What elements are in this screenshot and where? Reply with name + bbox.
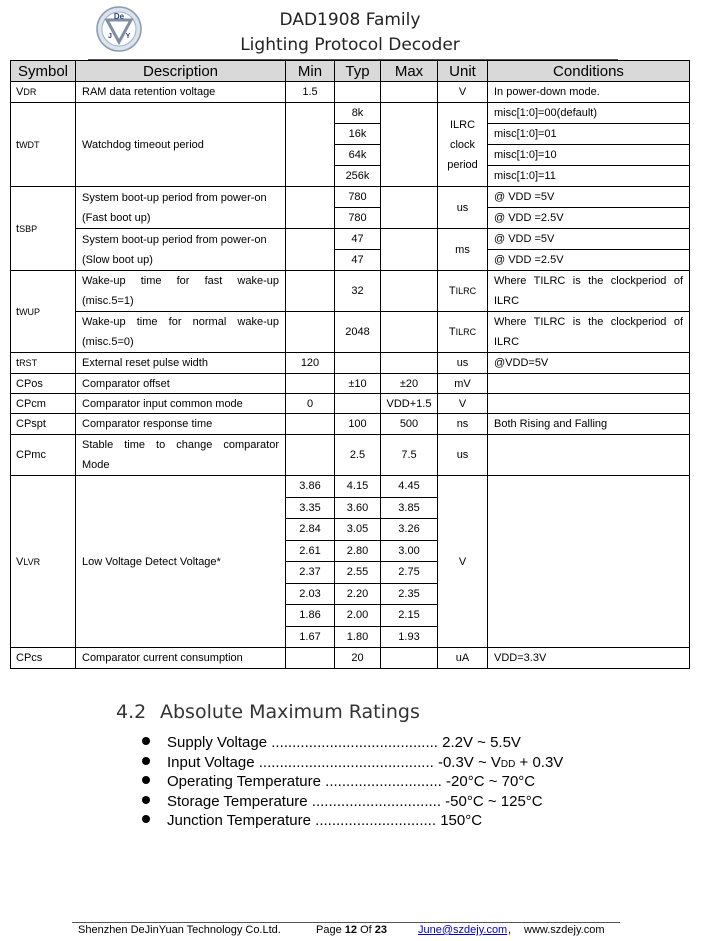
section-title: Absolute Maximum Ratings <box>160 701 420 723</box>
col-header-unit: Unit <box>438 61 488 82</box>
bullet-icon <box>142 796 150 804</box>
max-vlvr-3: 3.00 <box>381 540 438 562</box>
typ-tsbp-slow-0: 47 <box>335 229 381 250</box>
typ-cpos: ±10 <box>335 374 381 394</box>
symbol-vdr: VDR <box>11 82 76 103</box>
unit-trst: us <box>438 353 488 374</box>
table-row-trst <box>11 353 690 374</box>
footer-website: www.szdejy.com <box>524 924 605 936</box>
desc-vdr: RAM data retention voltage <box>76 82 286 103</box>
desc-cpcs: Comparator current consumption <box>76 648 286 669</box>
col-header-description: Description <box>76 61 286 82</box>
list-item: Supply Voltage ........................................ 2.2V ~ 5.5V <box>142 733 563 753</box>
symbol-trst: tRST <box>11 353 76 374</box>
table-row-cpmc <box>11 435 690 476</box>
cond-vdr: In power-down mode. <box>488 82 690 103</box>
typ-vlvr-3: 2.80 <box>335 540 381 562</box>
max-vlvr-6: 2.15 <box>381 605 438 627</box>
unit-cpcs: uA <box>438 648 488 669</box>
page-footer <box>78 924 605 936</box>
max-vlvr-4: 2.75 <box>381 562 438 584</box>
desc-twdt: Watchdog timeout period <box>76 103 286 187</box>
typ-vlvr-6: 2.00 <box>335 605 381 627</box>
unit-twup-fast: TILRC <box>438 271 488 312</box>
table-row-cpspt <box>11 414 690 435</box>
unit-vdr: V <box>438 82 488 103</box>
max-vlvr-7: 1.93 <box>381 626 438 648</box>
unit-cpmc: us <box>438 435 488 476</box>
col-header-min: Min <box>286 61 335 82</box>
footer-company: Shenzhen DeJinYuan Technology Co.Ltd. <box>78 924 281 936</box>
cond-twup-fast: Where TILRC is the clockperiod of ILRC <box>488 271 690 312</box>
cond-twdt-3: misc[1:0]=11 <box>488 166 690 187</box>
typ-tsbp-fast-1: 780 <box>335 208 381 229</box>
col-header-conditions: Conditions <box>488 61 690 82</box>
min-vdr: 1.5 <box>286 82 335 103</box>
company-logo <box>96 6 142 52</box>
list-item: Junction Temperature ............................. 150°C <box>142 811 563 831</box>
section-number: 4.2 <box>116 701 147 723</box>
cond-tsbp-slow-1: @ VDD =2.5V <box>488 250 690 271</box>
unit-cpos: mV <box>438 374 488 394</box>
typ-twdt-1: 16k <box>335 124 381 145</box>
cond-twdt-2: misc[1:0]=10 <box>488 145 690 166</box>
cond-twdt-0: misc[1:0]=00(default) <box>488 103 690 124</box>
bullet-icon <box>142 776 150 784</box>
symbol-vlvr: VLVR <box>11 476 76 648</box>
desc-twup-normal: Wake-up time for normal wake-up (misc.5=0) <box>76 312 286 353</box>
footer-rule <box>72 922 620 923</box>
typ-tsbp-slow-1: 47 <box>335 250 381 271</box>
symbol-tsbp: tSBP <box>11 187 76 271</box>
typ-twdt-2: 64k <box>335 145 381 166</box>
min-vlvr-5: 2.03 <box>286 583 335 605</box>
list-item: Operating Temperature ............................ -20°C ~ 70°C <box>142 772 563 792</box>
desc-cpspt: Comparator response time <box>76 414 286 435</box>
symbol-cpos: CPos <box>11 374 76 394</box>
table-row-vlvr <box>11 476 690 498</box>
bullet-icon <box>142 815 150 823</box>
max-vlvr-1: 3.85 <box>381 497 438 519</box>
table-row-cpcm <box>11 394 690 414</box>
desc-cpos: Comparator offset <box>76 374 286 394</box>
symbol-cpcm: CPcm <box>11 394 76 414</box>
table-header-row <box>11 61 690 82</box>
unit-cpcm: V <box>438 394 488 414</box>
max-vlvr-0: 4.45 <box>381 476 438 498</box>
symbol-twdt: tWDT <box>11 103 76 187</box>
max-cpos: ±20 <box>381 374 438 394</box>
desc-tsbp-fast: System boot-up period from power-on (Fast boot up) <box>76 187 286 229</box>
typ-twdt-3: 256k <box>335 166 381 187</box>
min-vlvr-0: 3.86 <box>286 476 335 498</box>
unit-tsbp-fast: us <box>438 187 488 229</box>
max-cpmc: 7.5 <box>381 435 438 476</box>
cond-trst: @VDD=5V <box>488 353 690 374</box>
symbol-cpcs: CPcs <box>11 648 76 669</box>
doc-subtitle: Lighting Protocol Decoder <box>240 35 460 55</box>
list-item: Storage Temperature ............................... -50°C ~ 125°C <box>142 792 563 812</box>
unit-cpspt: ns <box>438 414 488 435</box>
cond-twdt-1: misc[1:0]=01 <box>488 124 690 145</box>
unit-vlvr: V <box>438 476 488 648</box>
svg-text:De: De <box>113 12 125 21</box>
list-item: Input Voltage .......................................... -0.3V ~ VDD + 0.3V <box>142 753 563 773</box>
max-vlvr-2: 3.26 <box>381 519 438 541</box>
min-trst: 120 <box>286 353 335 374</box>
table-row-tsbp <box>11 229 690 250</box>
doc-title: DAD1908 Family <box>279 10 421 30</box>
cond-tsbp-fast-1: @ VDD =2.5V <box>488 208 690 229</box>
desc-tsbp-slow: System boot-up period from power-on (Slow boot up) <box>76 229 286 271</box>
typ-cpspt: 100 <box>335 414 381 435</box>
typ-twup-fast: 32 <box>335 271 381 312</box>
table-row-cpcs <box>11 648 690 669</box>
col-header-max: Max <box>381 61 438 82</box>
unit-twdt: ILRC clock period <box>438 103 488 187</box>
bullet-icon <box>142 757 150 765</box>
max-cpspt: 500 <box>381 414 438 435</box>
min-vlvr-4: 2.37 <box>286 562 335 584</box>
typ-vlvr-5: 2.20 <box>335 583 381 605</box>
desc-twup-fast: Wake-up time for fast wake-up (misc.5=1) <box>76 271 286 312</box>
footer-separator: , <box>508 924 512 936</box>
min-vlvr-6: 1.86 <box>286 605 335 627</box>
typ-vlvr-2: 3.05 <box>335 519 381 541</box>
typ-vlvr-4: 2.55 <box>335 562 381 584</box>
svg-text:Y: Y <box>125 33 131 40</box>
footer-page-number: Page 12 Of 23 <box>316 924 388 936</box>
typ-twup-normal: 2048 <box>335 312 381 353</box>
table-row-vdr <box>11 82 690 103</box>
characteristics-table <box>10 60 690 669</box>
cond-cpspt: Both Rising and Falling <box>488 414 690 435</box>
cond-tsbp-slow-0: @ VDD =5V <box>488 229 690 250</box>
max-cpcm: VDD+1.5 <box>381 394 438 414</box>
min-cpcm: 0 <box>286 394 335 414</box>
max-vlvr-5: 2.35 <box>381 583 438 605</box>
min-vlvr-3: 2.61 <box>286 540 335 562</box>
desc-vlvr: Low Voltage Detect Voltage* <box>76 476 286 648</box>
footer-email-link[interactable]: June@szdejy.com <box>418 924 508 936</box>
cond-tsbp-fast-0: @ VDD =5V <box>488 187 690 208</box>
table-row-twdt <box>11 103 690 124</box>
desc-cpcm: Comparator input common mode <box>76 394 286 414</box>
table-row-twup <box>11 312 690 353</box>
typ-twdt-0: 8k <box>335 103 381 124</box>
unit-twup-normal: TILRC <box>438 312 488 353</box>
col-header-symbol: Symbol <box>11 61 76 82</box>
min-vlvr-2: 2.84 <box>286 519 335 541</box>
typ-vlvr-1: 3.60 <box>335 497 381 519</box>
section-heading <box>116 701 420 723</box>
cond-cpcs: VDD=3.3V <box>488 648 690 669</box>
typ-vlvr-0: 4.15 <box>335 476 381 498</box>
symbol-twup: tWUP <box>11 271 76 353</box>
typ-cpcs: 20 <box>335 648 381 669</box>
desc-cpmc: Stable time to change comparator Mode <box>76 435 286 476</box>
table-row-cpos <box>11 374 690 394</box>
typ-cpmc: 2.5 <box>335 435 381 476</box>
desc-trst: External reset pulse width <box>76 353 286 374</box>
bullet-icon <box>142 737 150 745</box>
ratings-list <box>142 733 563 831</box>
col-header-typ: Typ <box>335 61 381 82</box>
cond-twup-normal: Where TILRC is the clockperiod of ILRC <box>488 312 690 353</box>
min-vlvr-7: 1.67 <box>286 626 335 648</box>
typ-vlvr-7: 1.80 <box>335 626 381 648</box>
typ-tsbp-fast-0: 780 <box>335 187 381 208</box>
table-row-tsbp <box>11 187 690 208</box>
symbol-cpspt: CPspt <box>11 414 76 435</box>
min-vlvr-1: 3.35 <box>286 497 335 519</box>
table-row-twup <box>11 271 690 312</box>
unit-tsbp-slow: ms <box>438 229 488 271</box>
symbol-cpmc: CPmc <box>11 435 76 476</box>
svg-text:J: J <box>108 33 112 40</box>
